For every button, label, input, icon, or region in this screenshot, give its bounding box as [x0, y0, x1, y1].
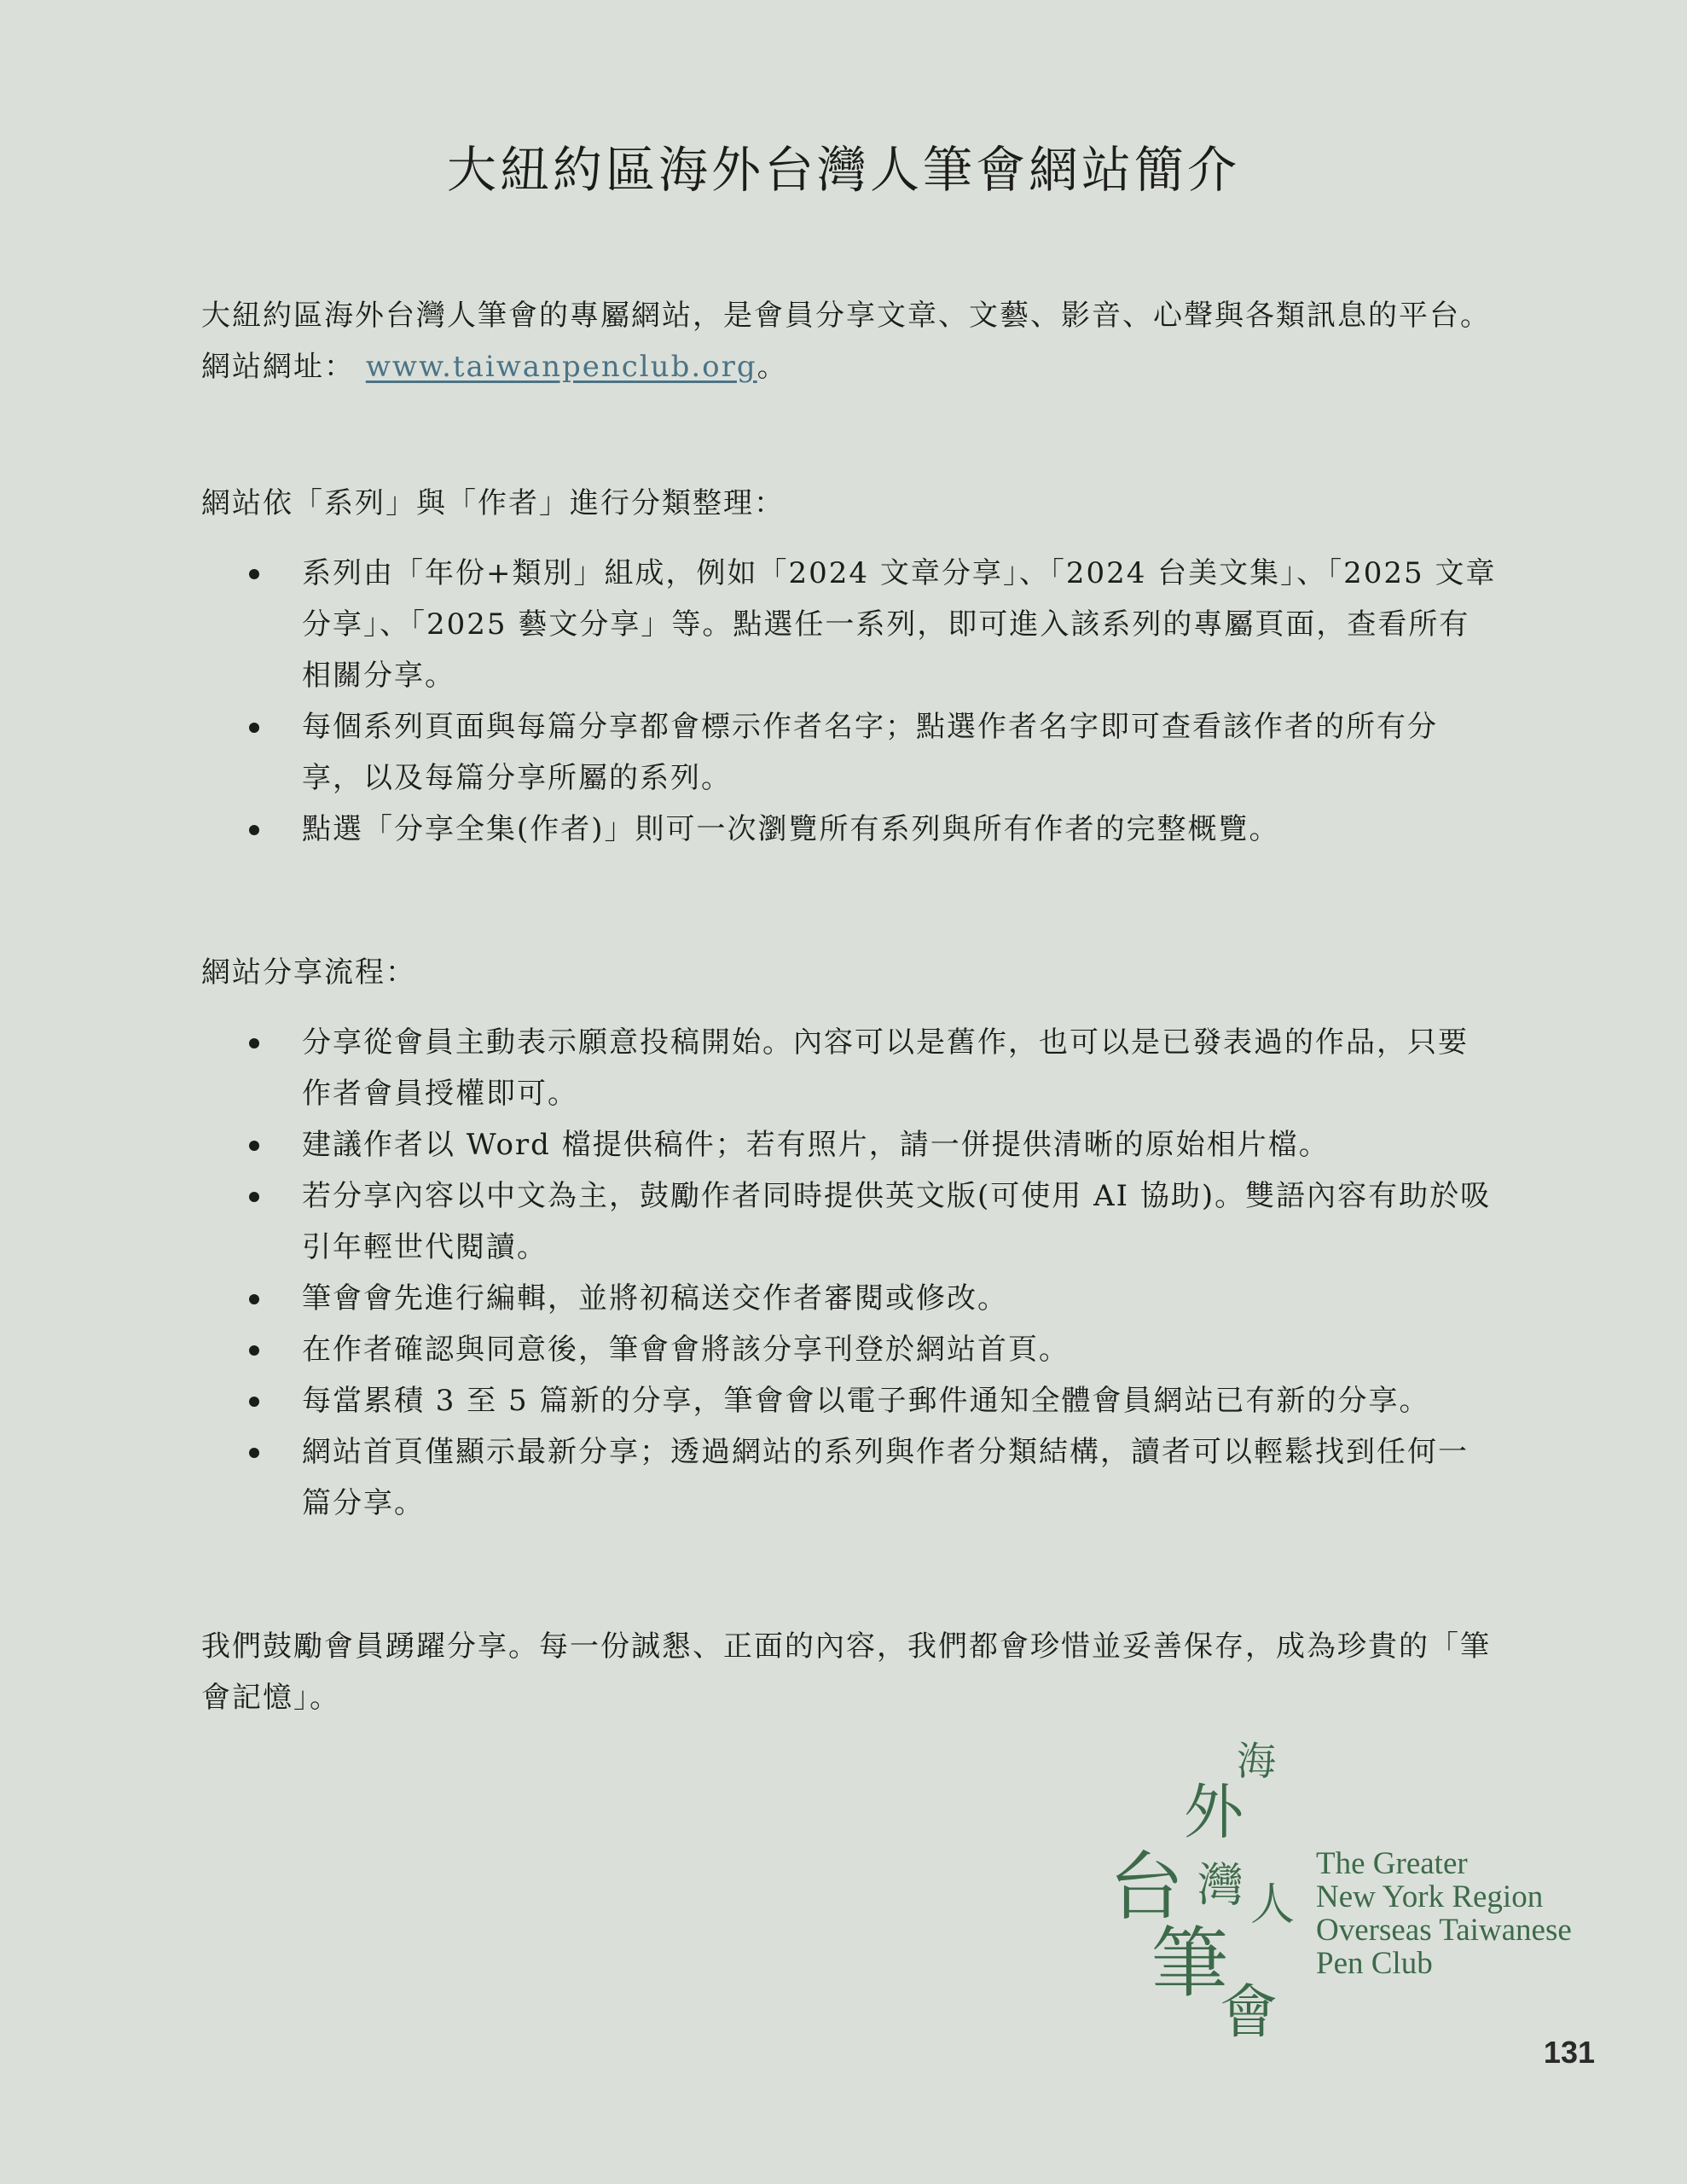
bullet-icon: [249, 1448, 259, 1458]
logo-line: Overseas Taiwanese: [1316, 1913, 1572, 1948]
calligraphy-logo-mark: [1109, 1723, 1322, 2048]
intro-text: 大紐約區海外台灣人筆會的專屬網站，是會員分享文章、文藝、影音、心聲與各類訊息的平台。網站網址：: [201, 299, 1491, 384]
list-item: [201, 548, 1498, 701]
list-item-text: 每當累積 3 至 5 篇新的分享，筆會會以電子郵件通知全體會員網站已有新的分享。: [302, 1384, 1430, 1418]
logo-char-wai: 外: [1184, 1777, 1244, 1847]
bullet-icon: [249, 1345, 259, 1356]
logo-char-ren: 人: [1250, 1879, 1296, 1931]
page-title: 大紐約區海外台灣人筆會網站簡介: [446, 141, 1240, 199]
logo-char-tai: 台: [1109, 1843, 1185, 1931]
intro-suffix: 。: [757, 350, 788, 384]
document-body: [201, 290, 1498, 1723]
bullet-icon: [249, 569, 259, 579]
list-item: [201, 1273, 1498, 1324]
bullet-icon: [249, 1192, 259, 1202]
list-item: [201, 1324, 1498, 1375]
website-link[interactable]: www.taiwanpenclub.org: [365, 350, 757, 384]
list-item: [201, 1375, 1498, 1426]
logo-char-bi: 筆: [1151, 1919, 1228, 2008]
logo-wordmark: [1316, 1847, 1572, 1980]
list-item-text: 建議作者以 Word 檔提供稿件；若有照片，請一併提供清晰的原始相片檔。: [302, 1128, 1330, 1162]
logo-line: Pen Club: [1316, 1946, 1433, 1981]
bullet-icon: [249, 1294, 259, 1304]
list-item-text: 分享從會員主動表示願意投稿開始。內容可以是舊作，也可以是已發表過的作品，只要作者會員授權即可。: [302, 1025, 1469, 1111]
process-heading: 網站分享流程：: [201, 956, 416, 990]
list-item-text: 每個系列頁面與每篇分享都會標示作者名字；點選作者名字即可查看該作者的所有分享，以及每篇分享所屬的系列。: [302, 710, 1438, 795]
list-item: [201, 804, 1498, 855]
logo-char-wan: 灣: [1197, 1858, 1244, 1912]
list-item-text: 系列由「年份+類別」組成，例如「2024 文章分享」、「2024 台美文集」、「2025 文章分享」、「2025 藝文分享」等。點選任一系列，即可進入該系列的專屬頁面，查看所有相關分享。: [302, 556, 1497, 693]
bullet-icon: [249, 825, 259, 835]
bullet-icon: [249, 1141, 259, 1151]
list-item: [201, 1170, 1498, 1273]
pen-club-logo: [1109, 1723, 1603, 2048]
list-item-text: 在作者確認與同意後，筆會會將該分享刊登於網站首頁。: [302, 1333, 1070, 1367]
list-item-text: 網站首頁僅顯示最新分享；透過網站的系列與作者分類結構，讀者可以輕鬆找到任何一篇分享。: [302, 1435, 1469, 1520]
list-item: [201, 1119, 1498, 1170]
list-item: [201, 1426, 1498, 1529]
bullet-icon: [249, 723, 259, 733]
list-item-text: 點選「分享全集(作者)」則可一次瀏覽所有系列與所有作者的完整概覽。: [302, 812, 1280, 846]
classification-heading: 網站依「系列」與「作者」進行分類整理：: [201, 486, 785, 520]
list-item: [201, 1017, 1498, 1119]
logo-line: The Greater: [1316, 1846, 1468, 1881]
classification-list: [201, 548, 1498, 855]
page-number: 131: [1543, 2035, 1595, 2070]
list-item: [201, 701, 1498, 804]
intro-paragraph: [201, 290, 1498, 392]
logo-char-hai: 海: [1237, 1738, 1276, 1784]
logo-line: New York Region: [1316, 1879, 1544, 1914]
bullet-icon: [249, 1397, 259, 1407]
list-item-text: 若分享內容以中文為主，鼓勵作者同時提供英文版(可使用 AI 協助)。雙語內容有助於吸引年輕世代閱讀。: [302, 1179, 1492, 1264]
process-list: [201, 1017, 1498, 1529]
logo-char-hui: 會: [1220, 1979, 1278, 2047]
bullet-icon: [249, 1038, 259, 1048]
list-item-text: 筆會會先進行編輯，並將初稿送交作者審閱或修改。: [302, 1281, 1008, 1316]
closing-paragraph: 我們鼓勵會員踴躍分享。每一份誠懇、正面的內容，我們都會珍惜並妥善保存，成為珍貴的「筆會記憶」。: [201, 1629, 1491, 1715]
